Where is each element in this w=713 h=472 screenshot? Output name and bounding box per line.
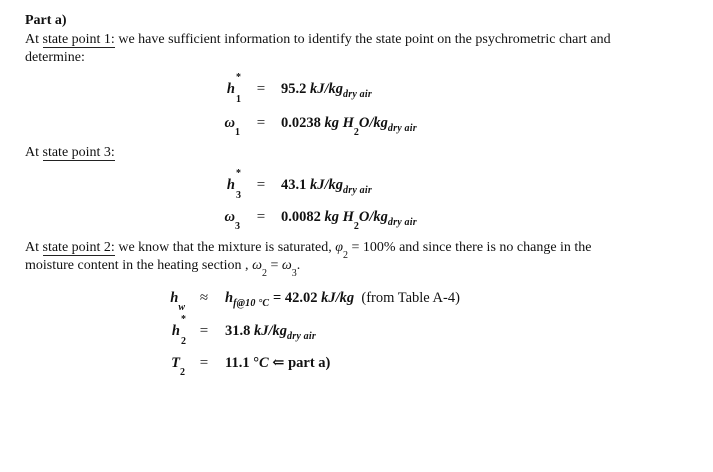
eq-t2-relation: = xyxy=(199,355,209,371)
eq-h2-rhs: 31.8 $kJ/kg_{dry air}$ xyxy=(225,323,316,342)
state-point-1-link: state point 1: xyxy=(42,32,115,47)
paragraph-state-point-2-line2: moisture content in the heating section , $\omega_2 = \omega_3$. xyxy=(25,258,301,279)
eq-h3-lhs: h * $_3$ xyxy=(226,168,241,201)
eq-h1-relation: = xyxy=(256,81,266,97)
eq-h1-rhs: 95.2 $kJ/kg_{dry air}$ xyxy=(281,81,372,100)
eq-hw-relation: ≈ xyxy=(199,290,209,306)
eq-w3-lhs: $\omega_3$ xyxy=(224,209,240,232)
eq-h3-relation: = xyxy=(256,177,266,193)
eq-w3-relation: = xyxy=(256,209,266,225)
eq-w3-rhs: 0.0082 kg $H_2O/kg_{dry air}$ xyxy=(281,209,417,232)
part-tag: part a) xyxy=(288,355,331,371)
paragraph-state-point-2-line1: At state point 2: we know that the mixture is saturated, $\varphi_2 = 100\%$ and since there is no change in the xyxy=(25,240,592,261)
paragraph-state-point-3: At state point 3: xyxy=(25,145,115,160)
eq-h2-relation: = xyxy=(199,323,209,339)
p1-rest: we have sufficient information to identify the state point on the psychrometric chart and xyxy=(114,32,611,47)
state-point-2-link: state point 2: xyxy=(42,240,115,255)
eq-h1-lhs: h * $_1$ xyxy=(226,72,241,105)
eq-t2-lhs: $T_2$ xyxy=(171,355,185,378)
eq-t2-rhs: 11.1 °C ⇐ part a) xyxy=(225,355,331,371)
table-reference: (from Table A-4) xyxy=(361,290,460,306)
state-point-3-link: state point 3: xyxy=(42,145,115,160)
paragraph-state-point-1-line1 xyxy=(25,31,611,49)
p1-lead: At xyxy=(25,32,43,47)
section-heading: Part a) xyxy=(25,13,67,28)
eq-w1-relation: = xyxy=(256,115,266,131)
eq-w1-rhs: 0.0238 kg $H_2O/kg_{dry air}$ xyxy=(281,115,417,138)
paragraph-state-point-1-line2: determine: xyxy=(25,50,85,65)
eq-h2-lhs: h * $_2$ xyxy=(171,314,186,347)
eq-h3-rhs: 43.1 $kJ/kg_{dry air}$ xyxy=(281,177,372,196)
eq-hw-rhs: $h_{f@10 ^\circ C} = 42.02$ kJ/kg (from Table A-4) xyxy=(225,290,460,309)
eq-w1-lhs: $\omega_1$ xyxy=(224,115,240,138)
implies-arrow-icon: ⇐ xyxy=(272,355,285,371)
eq-hw-lhs: $h_w$ xyxy=(170,290,185,313)
